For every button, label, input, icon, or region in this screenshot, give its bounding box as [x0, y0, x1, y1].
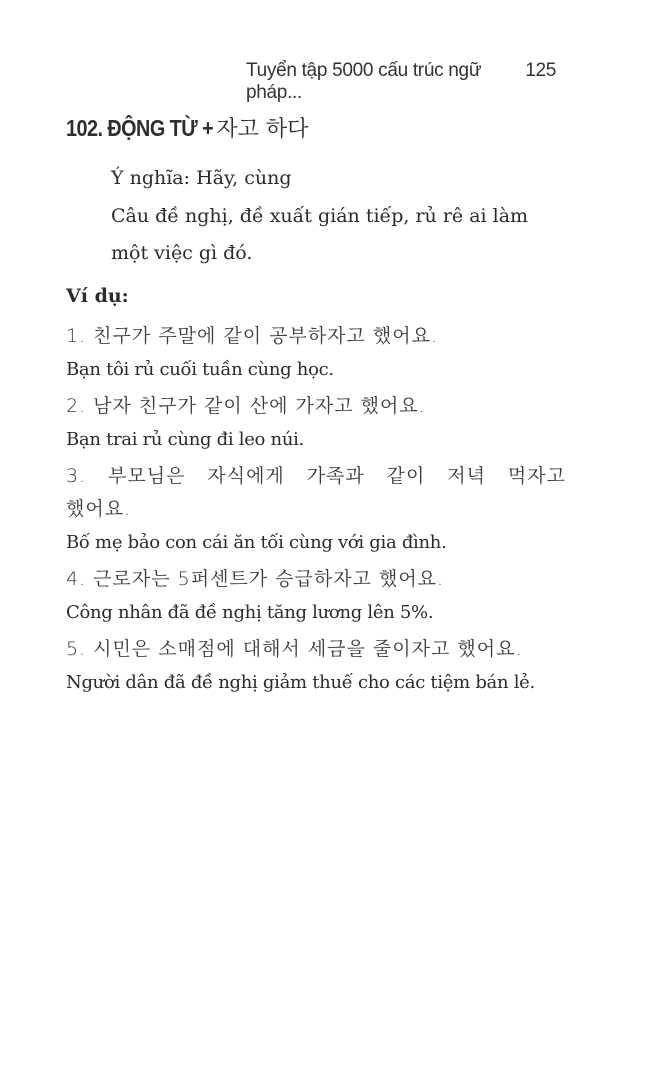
book-title: Tuyển tập 5000 cấu trúc ngữ pháp... — [246, 60, 482, 103]
heading-latin: 102. ĐỘNG TỪ + — [66, 115, 214, 141]
section-heading — [66, 112, 308, 143]
example-korean: 5. 시민은 소매점에 대해서 세금을 줄이자고 했어요. — [66, 638, 523, 660]
examples-label: Ví dụ: — [66, 285, 129, 307]
meaning-block — [111, 160, 571, 272]
meaning-text: Ý nghĩa: Hãy, cùng — [111, 167, 292, 189]
description-text: Câu đề nghị, đề xuất gián tiếp, rủ rê ai làm một việc gì đó. — [111, 205, 529, 264]
heading-korean: 자고 하다 — [216, 117, 309, 142]
example-vietnamese: Công nhân đã đề nghị tăng lương lên 5%. — [66, 602, 434, 623]
example-vietnamese: Người dân đã đề nghị giảm thuế cho các tiệm bán lẻ. — [66, 672, 535, 693]
page-number: 125 — [525, 60, 556, 81]
examples-block — [66, 282, 566, 703]
example-vietnamese: Bạn trai rủ cùng đi leo núi. — [66, 429, 304, 450]
example-korean: 4. 근로자는 5퍼센트가 승급하자고 했어요. — [66, 568, 445, 590]
example-vietnamese: Bạn tôi rủ cuối tuần cùng học. — [66, 359, 334, 380]
example-korean: 3. 부모님은 자식에게 가족과 같이 저녁 먹자고 했어요. — [66, 465, 566, 520]
example-korean: 2. 남자 친구가 같이 산에 가자고 했어요. — [66, 395, 426, 417]
example-vietnamese: Bố mẹ bảo con cái ăn tối cùng với gia đình. — [66, 532, 447, 553]
example-korean: 1. 친구가 주말에 같이 공부하자고 했어요. — [66, 325, 439, 347]
running-header — [246, 60, 556, 104]
